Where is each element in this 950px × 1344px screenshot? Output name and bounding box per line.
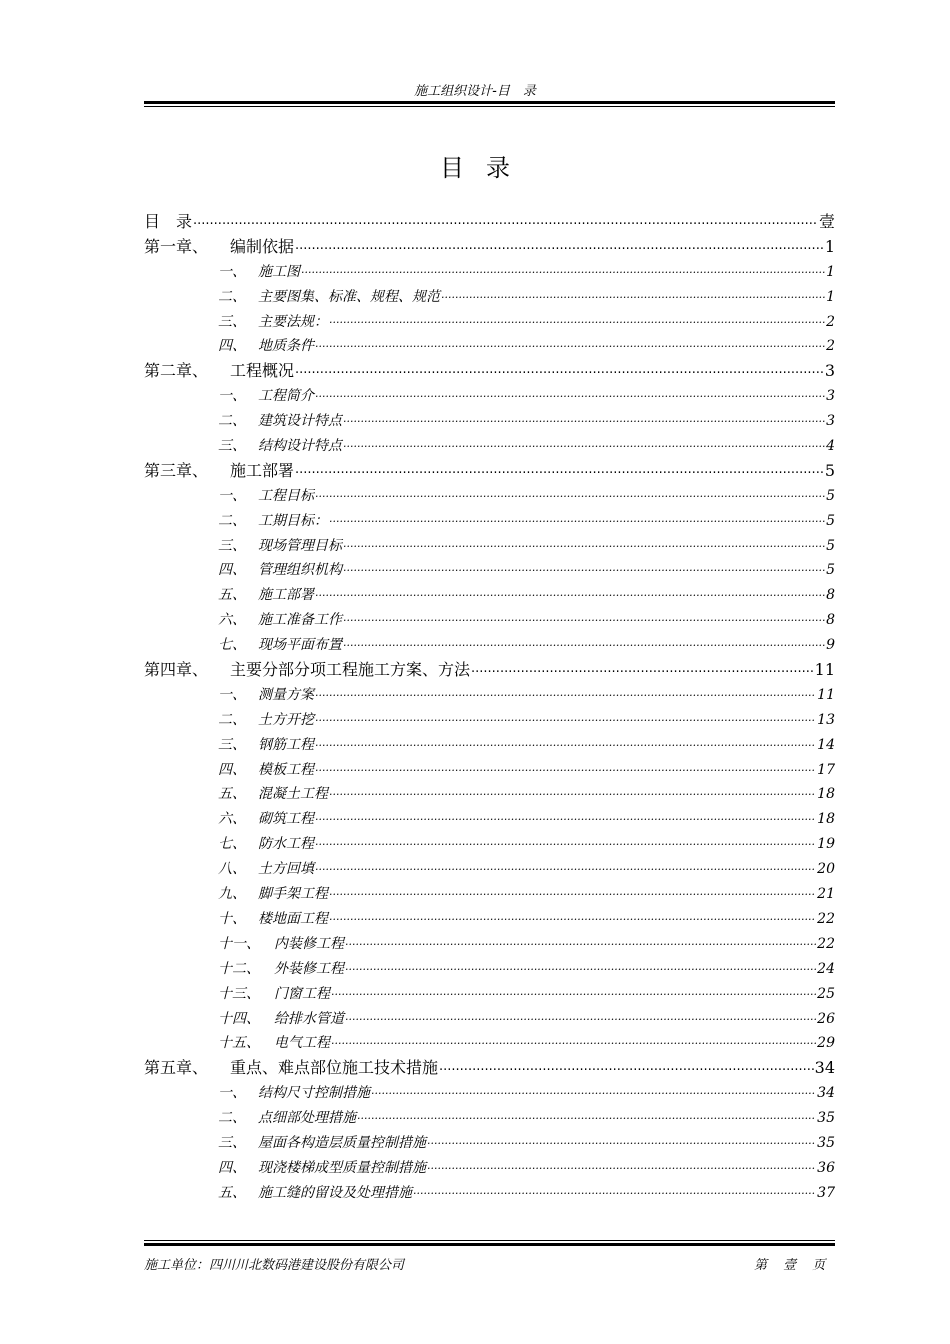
toc-section-entry[interactable] bbox=[144, 907, 835, 932]
toc-entry-title: 脚手架工程 bbox=[258, 886, 328, 903]
toc-leader-dots bbox=[343, 532, 825, 557]
toc-entry-title: 施工图 bbox=[258, 263, 300, 280]
toc-chapter-entry[interactable] bbox=[144, 235, 835, 260]
toc-leader-dots bbox=[315, 581, 825, 606]
toc-chapter-entry[interactable] bbox=[144, 459, 835, 484]
toc-entry-number: 三、 bbox=[218, 313, 246, 330]
toc-page-number: 5 bbox=[826, 512, 835, 529]
toc-section-entry[interactable] bbox=[144, 608, 835, 633]
toc-leader-dots bbox=[329, 905, 816, 930]
header-rule-thin bbox=[144, 106, 835, 107]
toc-entry-number: 四、 bbox=[218, 562, 246, 579]
toc-section-entry[interactable] bbox=[144, 310, 835, 335]
toc-section-entry[interactable] bbox=[144, 260, 835, 285]
toc-entry-title: 电气工程 bbox=[274, 1035, 330, 1052]
toc-entry-number: 一、 bbox=[218, 388, 246, 405]
toc-entry-number: 四、 bbox=[218, 1159, 246, 1176]
toc-section-entry[interactable] bbox=[144, 708, 835, 733]
toc-page-number: 4 bbox=[826, 438, 835, 455]
toc-leader-dots bbox=[331, 980, 816, 1005]
toc-section-entry[interactable] bbox=[144, 758, 835, 783]
toc-leader-dots bbox=[315, 706, 816, 731]
toc-leader-dots bbox=[343, 556, 825, 581]
toc-section-entry[interactable] bbox=[144, 1081, 835, 1106]
toc-page-number: 34 bbox=[817, 1085, 835, 1102]
toc-entry-title: 楼地面工程 bbox=[258, 910, 328, 927]
toc-section-entry[interactable] bbox=[144, 733, 835, 758]
toc-page-number: 2 bbox=[826, 313, 835, 330]
toc-section-entry[interactable] bbox=[144, 1106, 835, 1131]
toc-entry-title: 门窗工程 bbox=[274, 985, 330, 1002]
toc-leader-dots bbox=[471, 657, 814, 682]
toc-entry-number: 一、 bbox=[218, 487, 246, 504]
toc-entry-number: 一、 bbox=[218, 1085, 246, 1102]
toc-leader-dots bbox=[329, 880, 816, 905]
toc-entry-number: 九、 bbox=[218, 886, 246, 903]
toc-leader-dots bbox=[315, 756, 816, 781]
toc-entry-title: 主要法规： bbox=[258, 313, 328, 330]
toc-page-number: 19 bbox=[817, 836, 835, 853]
toc-page-number: 5 bbox=[826, 487, 835, 504]
toc-page-number: 13 bbox=[817, 711, 835, 728]
toc-leader-dots bbox=[441, 283, 825, 308]
toc-leader-dots bbox=[315, 855, 816, 880]
toc-section-entry[interactable] bbox=[144, 832, 835, 857]
toc-entry-title: 土方开挖 bbox=[258, 711, 314, 728]
toc-entry-number: 二、 bbox=[218, 1110, 246, 1127]
toc-section-entry[interactable] bbox=[144, 1031, 835, 1056]
toc-leader-dots bbox=[295, 458, 824, 483]
toc-leader-dots bbox=[343, 606, 825, 631]
toc-leader-dots bbox=[329, 780, 816, 805]
toc-leader-dots bbox=[193, 209, 818, 234]
toc-leader-dots bbox=[315, 731, 816, 756]
toc-entry-title: 施工准备工作 bbox=[258, 612, 342, 629]
toc-section-entry[interactable] bbox=[144, 957, 835, 982]
toc-section-entry[interactable] bbox=[144, 782, 835, 807]
toc-entry-number: 四、 bbox=[218, 761, 246, 778]
toc-page-number: 3 bbox=[826, 413, 835, 430]
toc-section-entry[interactable] bbox=[144, 558, 835, 583]
toc-entry-number: 十一、 bbox=[218, 935, 260, 952]
toc-section-entry[interactable] bbox=[144, 982, 835, 1007]
toc-entry-number: 十二、 bbox=[218, 960, 260, 977]
page-title: 目录 bbox=[440, 154, 532, 182]
toc-leader-dots bbox=[295, 234, 824, 259]
toc-entry-number: 六、 bbox=[218, 612, 246, 629]
toc-entry-number: 第二章、 bbox=[144, 361, 209, 381]
toc-entry-number: 五、 bbox=[218, 587, 246, 604]
footer-rule-thin bbox=[144, 1240, 835, 1241]
toc-leader-dots bbox=[315, 482, 825, 507]
toc-leader-dots bbox=[357, 1104, 816, 1129]
toc-page-number: 8 bbox=[826, 612, 835, 629]
toc-leader-dots bbox=[315, 382, 825, 407]
toc-page-number: 24 bbox=[817, 960, 835, 977]
toc-section-entry[interactable] bbox=[144, 534, 835, 559]
toc-section-entry[interactable] bbox=[144, 434, 835, 459]
toc-page-number: 26 bbox=[817, 1010, 835, 1027]
footer-company: 施工单位：四川川北数码港建设股份有限公司 bbox=[144, 1258, 405, 1273]
toc-entry-number: 三、 bbox=[218, 438, 246, 455]
footer-rule bbox=[144, 1243, 835, 1246]
toc-entry-title: 地质条件 bbox=[258, 338, 314, 355]
toc-entry-title: 编制依据 bbox=[230, 236, 295, 256]
toc-chapter-entry[interactable] bbox=[144, 210, 835, 235]
toc-section-entry[interactable] bbox=[144, 1156, 835, 1181]
toc-section-entry[interactable] bbox=[144, 285, 835, 310]
toc-entry-title: 施工缝的留设及处理措施 bbox=[258, 1184, 412, 1201]
toc-chapter-entry[interactable] bbox=[144, 658, 835, 683]
toc-leader-dots bbox=[301, 258, 825, 283]
toc-page-number: 29 bbox=[817, 1035, 835, 1052]
toc-entry-title: 防水工程 bbox=[258, 836, 314, 853]
toc-entry-title: 主要图集、标准、规程、规范 bbox=[258, 288, 440, 305]
toc-leader-dots bbox=[331, 1029, 816, 1054]
toc-page-number: 5 bbox=[824, 460, 835, 480]
toc-page-number: 18 bbox=[817, 786, 835, 803]
toc-entry-title: 工期目标： bbox=[258, 512, 328, 529]
toc-page-number: 壹 bbox=[818, 212, 835, 231]
toc-leader-dots bbox=[371, 1079, 816, 1104]
toc-entry-title: 现场平面布置 bbox=[258, 637, 342, 654]
toc-leader-dots bbox=[343, 631, 825, 656]
toc-entry-number: 二、 bbox=[218, 413, 246, 430]
toc-leader-dots bbox=[345, 930, 816, 955]
toc-entry-title: 砌筑工程 bbox=[258, 811, 314, 828]
toc-page-number: 1 bbox=[826, 288, 835, 305]
header-title: 施工组织设计-目 录 bbox=[414, 84, 536, 99]
toc-section-entry[interactable] bbox=[144, 334, 835, 359]
toc-entry-number: 五、 bbox=[218, 1184, 246, 1201]
toc-leader-dots bbox=[427, 1154, 816, 1179]
toc-page-number: 1 bbox=[824, 236, 835, 256]
toc-section-entry[interactable] bbox=[144, 484, 835, 509]
toc-entry-number: 二、 bbox=[218, 288, 246, 305]
toc-entry-title: 建筑设计特点 bbox=[258, 413, 342, 430]
toc-page-number: 3 bbox=[826, 388, 835, 405]
toc-entry-title: 给排水管道 bbox=[274, 1010, 344, 1027]
toc-entry-title: 现场管理目标 bbox=[258, 537, 342, 554]
toc-page-number: 21 bbox=[817, 886, 835, 903]
toc-entry-title: 混凝土工程 bbox=[258, 786, 328, 803]
toc-page-number: 18 bbox=[817, 811, 835, 828]
toc-entry-title: 现浇楼梯成型质量控制措施 bbox=[258, 1159, 426, 1176]
toc-entry-number: 第四章、 bbox=[144, 660, 209, 680]
toc-page-number: 11 bbox=[814, 660, 835, 680]
toc-page-number: 22 bbox=[817, 910, 835, 927]
toc-leader-dots bbox=[329, 308, 825, 333]
toc-entry-number: 三、 bbox=[218, 1134, 246, 1151]
toc-page-number: 9 bbox=[826, 637, 835, 654]
toc-entry-number: 十、 bbox=[218, 910, 246, 927]
table-of-contents bbox=[144, 210, 835, 1206]
toc-leader-dots bbox=[439, 1055, 814, 1080]
toc-entry-number: 一、 bbox=[218, 686, 246, 703]
toc-entry-number: 三、 bbox=[218, 736, 246, 753]
toc-section-entry[interactable] bbox=[144, 509, 835, 534]
toc-section-entry[interactable] bbox=[144, 882, 835, 907]
toc-page-number: 37 bbox=[817, 1184, 835, 1201]
header-rule bbox=[144, 101, 835, 104]
toc-entry-title: 管理组织机构 bbox=[258, 562, 342, 579]
toc-entry-number: 十三、 bbox=[218, 985, 260, 1002]
toc-page-number: 25 bbox=[817, 985, 835, 1002]
toc-entry-title: 模板工程 bbox=[258, 761, 314, 778]
toc-entry-number: 十四、 bbox=[218, 1010, 260, 1027]
toc-page-number: 17 bbox=[817, 761, 835, 778]
toc-leader-dots bbox=[427, 1129, 816, 1154]
toc-section-entry[interactable] bbox=[144, 807, 835, 832]
toc-leader-dots bbox=[315, 332, 825, 357]
toc-entry-title: 结构尺寸控制措施 bbox=[258, 1085, 370, 1102]
toc-leader-dots bbox=[329, 507, 825, 532]
toc-page-number: 36 bbox=[817, 1159, 835, 1176]
toc-section-entry[interactable] bbox=[144, 1007, 835, 1032]
toc-section-entry[interactable] bbox=[144, 932, 835, 957]
toc-page-number: 34 bbox=[814, 1058, 835, 1078]
toc-leader-dots bbox=[345, 1005, 816, 1030]
toc-entry-title: 施工部署 bbox=[230, 460, 295, 480]
toc-entry-title: 土方回填 bbox=[258, 861, 314, 878]
toc-leader-dots bbox=[315, 681, 816, 706]
toc-entry-title: 内装修工程 bbox=[274, 935, 344, 952]
toc-entry-title: 施工部署 bbox=[258, 587, 314, 604]
toc-entry-number: 第一章、 bbox=[144, 236, 209, 256]
toc-leader-dots bbox=[315, 805, 816, 830]
toc-entry-title: 重点、难点部位施工技术措施 bbox=[230, 1058, 439, 1078]
toc-page-number: 22 bbox=[817, 935, 835, 952]
toc-entry-number: 四、 bbox=[218, 338, 246, 355]
toc-entry-title: 工程简介 bbox=[258, 388, 314, 405]
toc-section-entry[interactable] bbox=[144, 583, 835, 608]
toc-entry-number: 五、 bbox=[218, 786, 246, 803]
toc-entry-number: 七、 bbox=[218, 637, 246, 654]
toc-page-number: 35 bbox=[817, 1134, 835, 1151]
toc-entry-title: 主要分部分项工程施工方案、方法 bbox=[230, 660, 471, 680]
toc-entry-number: 一、 bbox=[218, 263, 246, 280]
toc-page-number: 14 bbox=[817, 736, 835, 753]
toc-entry-title: 点细部处理措施 bbox=[258, 1110, 356, 1127]
toc-entry-number: 第五章、 bbox=[144, 1058, 209, 1078]
toc-chapter-entry[interactable] bbox=[144, 1056, 835, 1081]
toc-entry-title: 结构设计特点 bbox=[258, 438, 342, 455]
toc-page-number: 3 bbox=[824, 361, 835, 381]
toc-entry-number: 第三章、 bbox=[144, 460, 209, 480]
toc-page-number: 35 bbox=[817, 1110, 835, 1127]
toc-page-number: 5 bbox=[826, 537, 835, 554]
toc-chapter-entry[interactable] bbox=[144, 359, 835, 384]
toc-leader-dots bbox=[315, 830, 816, 855]
toc-entry-number: 七、 bbox=[218, 836, 246, 853]
toc-page-number: 5 bbox=[826, 562, 835, 579]
toc-entry-title: 工程目标 bbox=[258, 487, 314, 504]
toc-entry-number: 八、 bbox=[218, 861, 246, 878]
toc-entry-number: 三、 bbox=[218, 537, 246, 554]
toc-page-number: 1 bbox=[826, 263, 835, 280]
toc-entry-number: 六、 bbox=[218, 811, 246, 828]
footer-page-number: 第 壹 页 bbox=[754, 1258, 832, 1273]
toc-section-entry[interactable] bbox=[144, 384, 835, 409]
toc-page-number: 2 bbox=[826, 338, 835, 355]
toc-entry-title: 工程概况 bbox=[230, 361, 295, 381]
toc-leader-dots bbox=[413, 1179, 816, 1204]
toc-section-entry[interactable] bbox=[144, 633, 835, 658]
toc-leader-dots bbox=[295, 358, 824, 383]
toc-leader-dots bbox=[343, 432, 825, 457]
toc-section-entry[interactable] bbox=[144, 683, 835, 708]
toc-leader-dots bbox=[343, 407, 825, 432]
toc-section-entry[interactable] bbox=[144, 1181, 835, 1206]
toc-entry-number: 目 录 bbox=[144, 212, 193, 231]
toc-entry-title: 外装修工程 bbox=[274, 960, 344, 977]
toc-entry-number: 十五、 bbox=[218, 1035, 260, 1052]
toc-entry-title: 测量方案 bbox=[258, 686, 314, 703]
toc-page-number: 20 bbox=[817, 861, 835, 878]
toc-entry-title: 屋面各构造层质量控制措施 bbox=[258, 1134, 426, 1151]
toc-section-entry[interactable] bbox=[144, 857, 835, 882]
toc-page-number: 8 bbox=[826, 587, 835, 604]
toc-leader-dots bbox=[345, 955, 816, 980]
toc-entry-title: 钢筋工程 bbox=[258, 736, 314, 753]
toc-section-entry[interactable] bbox=[144, 1131, 835, 1156]
toc-section-entry[interactable] bbox=[144, 409, 835, 434]
toc-entry-number: 二、 bbox=[218, 512, 246, 529]
toc-page-number: 11 bbox=[817, 686, 835, 703]
toc-entry-number: 二、 bbox=[218, 711, 246, 728]
